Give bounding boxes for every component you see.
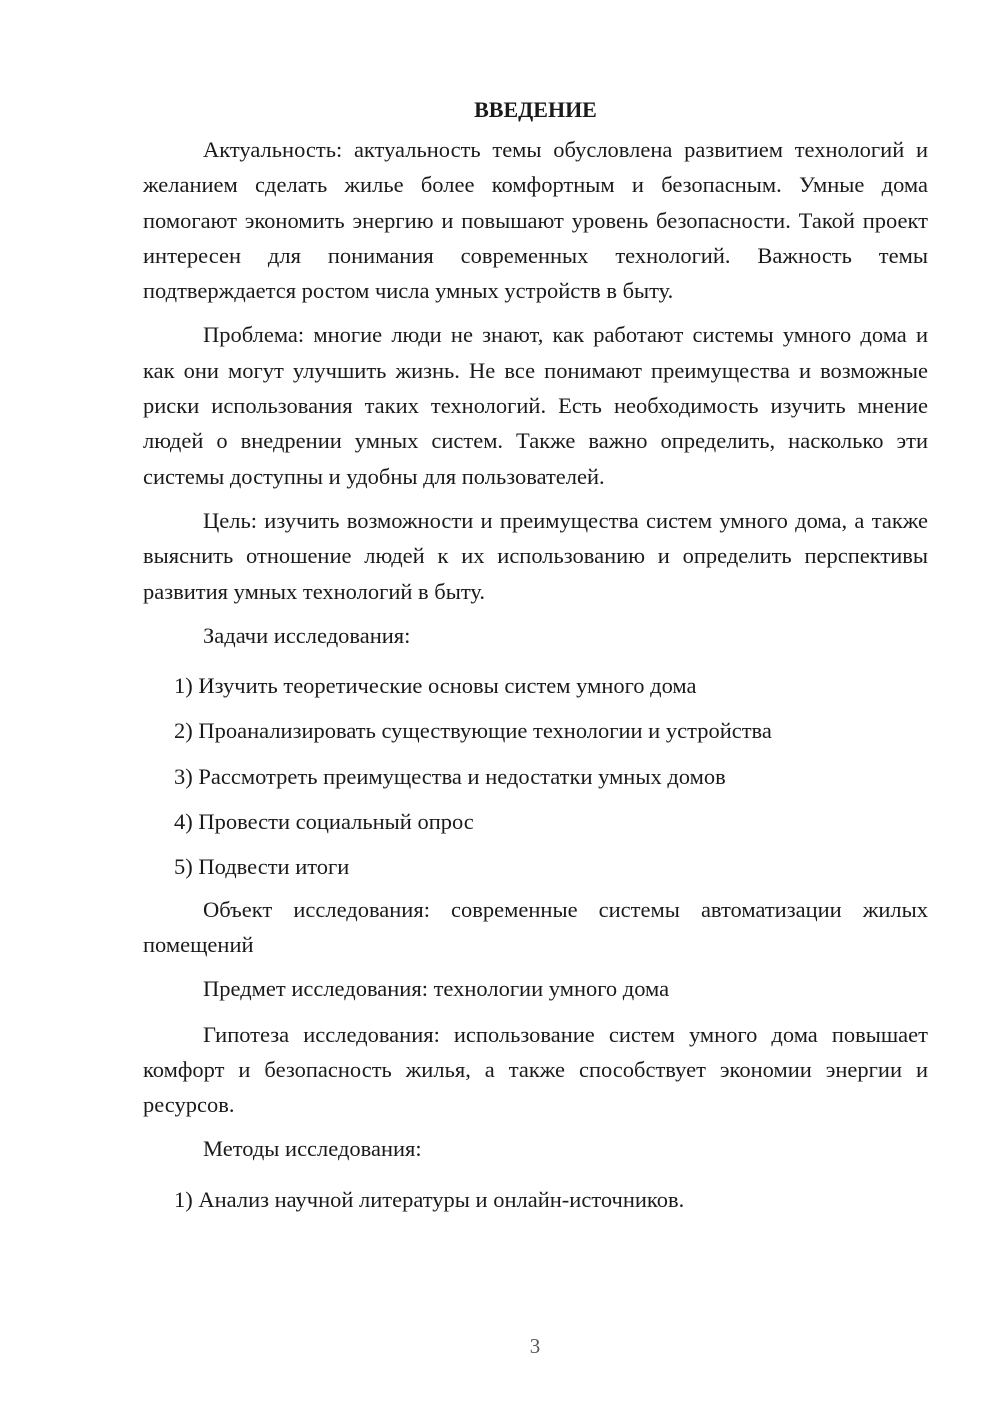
paragraph-object: Объект исследования: современные системы автоматизации жилых помещений	[143, 896, 928, 957]
list-item: 4) Провести социальный опрос	[174, 809, 474, 835]
methods-heading: Методы исследования:	[203, 1136, 422, 1162]
paragraph-hypothesis: Гипотеза исследования: использование систем умного дома повышает комфорт и безопасность жилья, а также способствует экономии энергии и ресурсов.	[143, 1021, 928, 1118]
tasks-heading: Задачи исследования:	[203, 622, 411, 648]
paragraph-problem: Проблема: многие люди не знают, как работают системы умного дома и как они могут улучшить жизнь. Не все понимают преимущества и возможные риски использования таких технологий. Есть необходимость изучить мнение людей о внедрении умных систем. Также важно определить, насколько эти системы доступны и удобны для пользователей.	[143, 322, 928, 489]
tasks-list	[143, 663, 928, 889]
paragraph-subject: Предмет исследования: технологии умного дома	[203, 976, 670, 1002]
paragraph-goal: Цель: изучить возможности и преимущества систем умного дома, а также выяснить отношение людей к их использованию и определить перспективы развития умных технологий в быту.	[143, 507, 928, 604]
list-item: 5) Подвести итоги	[174, 854, 350, 880]
list-item: 2) Проанализировать существующие технологии и устройства	[174, 718, 772, 744]
document-page	[143, 92, 928, 1222]
paragraph-relevance: Актуальность: актуальность темы обусловлена развитием технологий и желанием сделать жилье более комфортным и безопасным. Умные дома помогают экономить энергию и повышают уровень безопасности. Такой проект интересен для понимания современных технологий. Важность темы подтверждается ростом числа умных устройств в быту.	[143, 137, 928, 304]
list-item: 1) Анализ научной литературы и онлайн-источников.	[174, 1186, 685, 1212]
methods-list	[143, 1177, 928, 1222]
list-item: 1) Изучить теоретические основы систем умного дома	[174, 673, 697, 699]
page-number: 3	[529, 1334, 541, 1358]
document-title: ВВЕДЕНИЕ	[474, 97, 597, 122]
list-item: 3) Рассмотреть преимущества и недостатки умных домов	[174, 763, 726, 789]
